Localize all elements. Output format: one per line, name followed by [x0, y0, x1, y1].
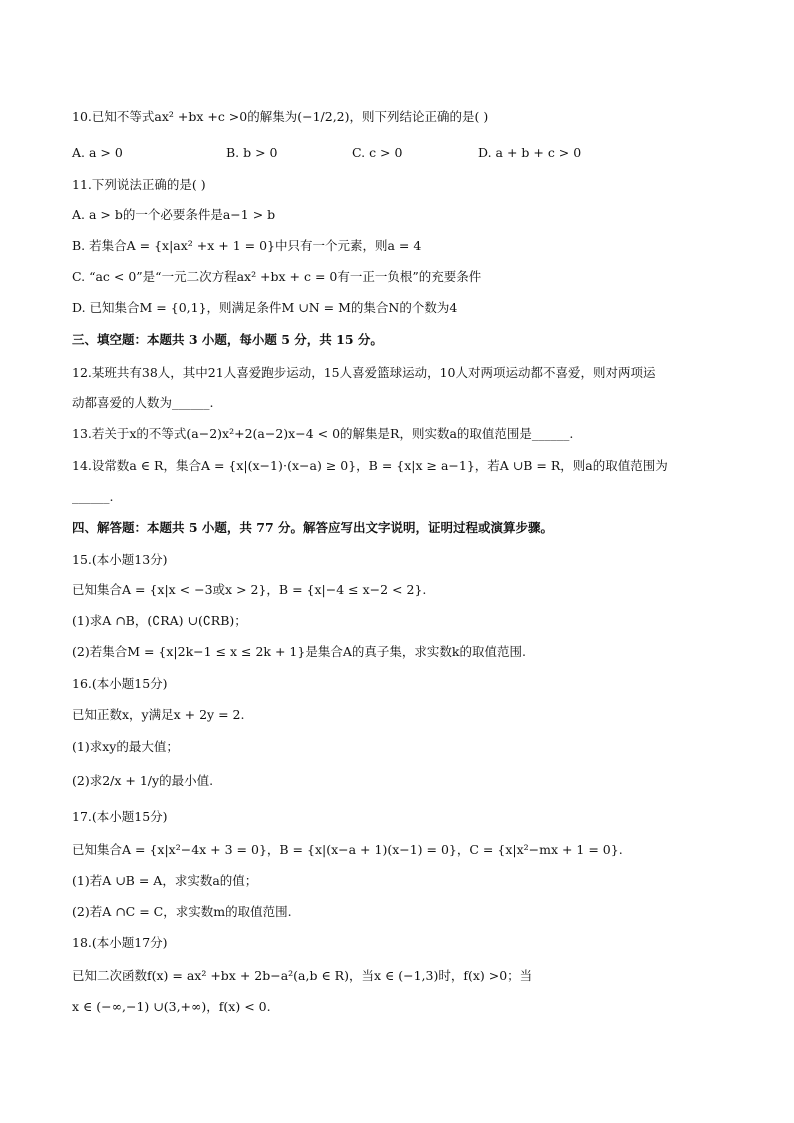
q10-stem: 10.已知不等式ax² +bx +c >0的解集为(−1/2,2)，则下列结论正确的是( ) [72, 109, 489, 124]
q10-option-d: D. a + b + c > 0 [478, 145, 582, 160]
q16-title: 16.(本小题15分) [72, 676, 168, 691]
q10-option-c: C. c > 0 [352, 145, 403, 160]
q11-option-a: A. a > b的一个必要条件是a−1 > b [72, 207, 276, 222]
q17-title: 17.(本小题15分) [72, 809, 168, 824]
q11-option-d: D. 已知集合M = {0,1}，则满足条件M ∪N = M的集合N的个数为4 [72, 300, 458, 315]
q15-part1: (1)求A ∩B，(∁RA) ∪(∁RB)； [72, 613, 247, 628]
q16-part2: (2)求2/x + 1/y的最小值. [72, 773, 214, 788]
q12-line2: 动都喜爱的人数为______. [72, 395, 214, 410]
q15-title: 15.(本小题13分) [72, 552, 168, 567]
q10-option-a: A. a > 0 [72, 145, 123, 160]
q15-stem: 已知集合A = {x|x < −3或x > 2}，B = {x|−4 ≤ x−2 < 2}. [72, 582, 427, 597]
q11-stem: 11.下列说法正确的是( ) [72, 177, 206, 192]
q18-line2: x ∈ (−∞,−1) ∪(3,+∞)，f(x) < 0. [72, 999, 271, 1014]
q16-stem: 已知正数x，y满足x + 2y = 2. [72, 707, 245, 722]
q12-line1: 12.某班共有38人，其中21人喜爱跑步运动，15人喜爱篮球运动，10人对两项运动都不喜爱，则对两项运 [72, 365, 656, 380]
q16-part1: (1)求xy的最大值； [72, 739, 179, 754]
q14-line2: ______. [72, 489, 114, 504]
q17-part2: (2)若A ∩C = C，求实数m的取值范围. [72, 904, 292, 919]
q18-line1: 已知二次函数f(x) = ax² +bx + 2b−a²(a,b ∈ R)，当x ∈ (−1,3)时，f(x) >0；当 [72, 968, 533, 983]
q15-part2: (2)若集合M = {x|2k−1 ≤ x ≤ 2k + 1}是集合A的真子集，求实数k的取值范围. [72, 644, 526, 659]
q13: 13.若关于x的不等式(a−2)x²+2(a−2)x−4 < 0的解集是R，则实数a的取值范围是______. [72, 426, 574, 441]
section-3-heading: 三、填空题：本题共 3 小题，每小题 5 分，共 15 分。 [72, 332, 383, 347]
q11-option-b: B. 若集合A = {x|ax² +x + 1 = 0}中只有一个元素，则a = 4 [72, 238, 422, 253]
q17-part1: (1)若A ∪B = A，求实数a的值； [72, 873, 258, 888]
q17-stem: 已知集合A = {x|x²−4x + 3 = 0}，B = {x|(x−a + 1)(x−1) = 0}，C = {x|x²−mx + 1 = 0}. [72, 842, 623, 857]
q14-line1: 14.设常数a ∈ R，集合A = {x|(x−1)⋅(x−a) ≥ 0}，B = {x|x ≥ a−1}，若A ∪B = R，则a的取值范围为 [72, 458, 668, 473]
section-4-heading: 四、解答题：本题共 5 小题，共 77 分。解答应写出文字说明，证明过程或演算步骤。 [72, 520, 554, 535]
q10-option-b: B. b > 0 [226, 145, 278, 160]
q18-title: 18.(本小题17分) [72, 935, 168, 950]
q11-option-c: C. “ac < 0”是“一元二次方程ax² +bx + c = 0有一正一负根”的充要条件 [72, 269, 482, 284]
